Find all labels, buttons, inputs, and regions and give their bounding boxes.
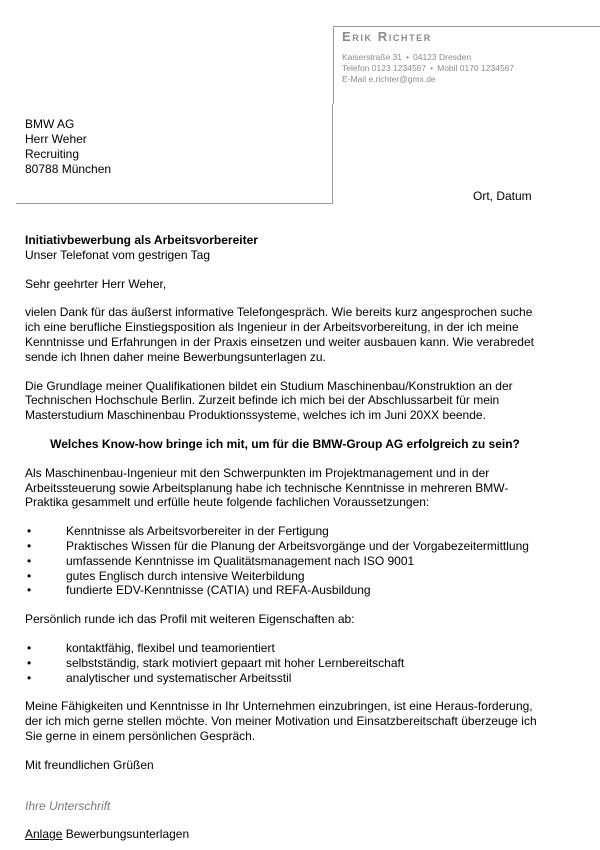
salutation: Sehr geehrter Herr Weher, bbox=[25, 276, 167, 291]
list-item: • kontaktfähig, flexibel und teamorientiert bbox=[27, 640, 275, 655]
bullet-icon: • bbox=[27, 568, 32, 583]
sender-phones bbox=[342, 63, 600, 74]
paragraph-closing-statement: Meine Fähigkeiten und Kenntnisse in Ihr Unternehmen einzubringen, ist eine Heraus-forderung, der ich mich gerne stellen möchte. Von meiner Motivation und Einsatzbereitschaft überzeuge ich Sie gerne in einem persönlichen Gespräch. bbox=[25, 699, 537, 743]
subject-line: Initiativbewerbung als Arbeitsvorbereiter bbox=[25, 233, 258, 247]
sender-email: E-Mail e.richter@gmx.de bbox=[342, 74, 436, 84]
enclosure bbox=[25, 827, 545, 842]
letter-date: Ort, Datum bbox=[473, 189, 532, 203]
bullet-icon: • bbox=[27, 524, 32, 539]
recipient-address bbox=[25, 117, 111, 177]
sender-phone: Telefon 0123 1234567 bbox=[342, 63, 427, 73]
sender-city: 04123 Dresden bbox=[412, 52, 472, 62]
bullet-icon: • bbox=[27, 553, 32, 568]
bullet-icon: • bbox=[27, 538, 32, 553]
sender-mobile: Mobil 0170 1234567 bbox=[437, 63, 515, 73]
list-item: • gutes Englisch durch intensive Weiterbildung bbox=[27, 568, 305, 583]
sender-address bbox=[342, 52, 600, 63]
bullet-icon: • bbox=[27, 583, 32, 598]
list-item: • Praktisches Wissen für die Planung der Arbeitsvorgänge und der Vorgabezeitermittlung bbox=[27, 538, 529, 553]
bullet-icon: • bbox=[27, 640, 32, 655]
paragraph-qualifications: Die Grundlage meiner Qualifikationen bildet ein Studium Maschinenbau/Konstruktion an der Technischen Hochschule Berlin. Zurzeit befinde ich mich bei der Abschlussarbeit für mein Masterstudium Maschinenbau Produktionssysteme, welches ich im Juni 20XX beende. bbox=[25, 378, 513, 423]
paragraph-intro: vielen Dank für das äußerst informative Telefongespräch. Wie bereits kurz angesprochen suche ich eine berufliche Einstiegsposition als Ingenieur in der Arbeitsvorbereitung, in der ich meine Kenntnisse und Erfahrungen in der Praxis einsetzen und weiter ausbauen kann. Wie verabredet sende ich Ihnen daher meine Bewerbungsunterlagen zu. bbox=[25, 305, 534, 364]
separator-dot: • bbox=[406, 52, 409, 62]
sender-block bbox=[333, 26, 600, 104]
list-item: • selbstständig, stark motiviert gepaart mit hoher Lernbereitschaft bbox=[27, 655, 405, 670]
traits-list bbox=[25, 641, 545, 685]
recipient-city: 80788 München bbox=[25, 162, 112, 176]
know-how-heading: Welches Know-how bringe ich mit, um für die BMW-Group AG erfolgreich zu sein? bbox=[50, 436, 520, 451]
separator-dot: • bbox=[430, 63, 434, 73]
list-item: • umfassende Kenntnisse im Qualitätsmanagement nach ISO 9001 bbox=[27, 553, 415, 568]
recipient-department: Recruiting bbox=[25, 147, 80, 161]
recipient-company: BMW AG bbox=[25, 117, 75, 131]
enclosure-text: Bewerbungsunterlagen bbox=[65, 827, 190, 842]
recipient-contact: Herr Weher bbox=[25, 132, 87, 146]
paragraph-traits-intro: Persönlich runde ich das Profil mit weiteren Eigenschaften ab: bbox=[25, 612, 355, 627]
sender-street: Kaiserstraße 31 bbox=[342, 52, 402, 62]
qualification-list bbox=[25, 524, 545, 598]
list-item: • fundierte EDV-Kenntnisse (CATIA) und REFA-Ausbildung bbox=[27, 583, 371, 598]
enclosure-label: Anlage bbox=[25, 827, 63, 842]
list-item: • analytischer und systematischer Arbeitsstil bbox=[27, 670, 292, 685]
sender-name: Erik Richter bbox=[342, 29, 432, 44]
list-item: • Kenntnisse als Arbeitsvorbereiter in der Fertigung bbox=[27, 524, 329, 539]
bullet-icon: • bbox=[27, 670, 32, 685]
subject-reference: Unser Telefonat vom gestrigen Tag bbox=[25, 247, 210, 262]
closing-phrase: Mit freundlichen Grüßen bbox=[25, 757, 154, 772]
letter-body bbox=[25, 233, 545, 842]
bullet-icon: • bbox=[27, 655, 32, 670]
paragraph-experience: Als Maschinenbau-Ingenieur mit den Schwerpunkten im Projektmanagement und in der Arbeitssteuerung sowie Arbeitsplanung habe ich technische Kenntnisse in mehreren BMW-Praktika gesammelt und erfülle heute folgende fachlichen Voraussetzungen: bbox=[25, 465, 509, 510]
signature: Ihre Unterschrift bbox=[25, 798, 111, 813]
